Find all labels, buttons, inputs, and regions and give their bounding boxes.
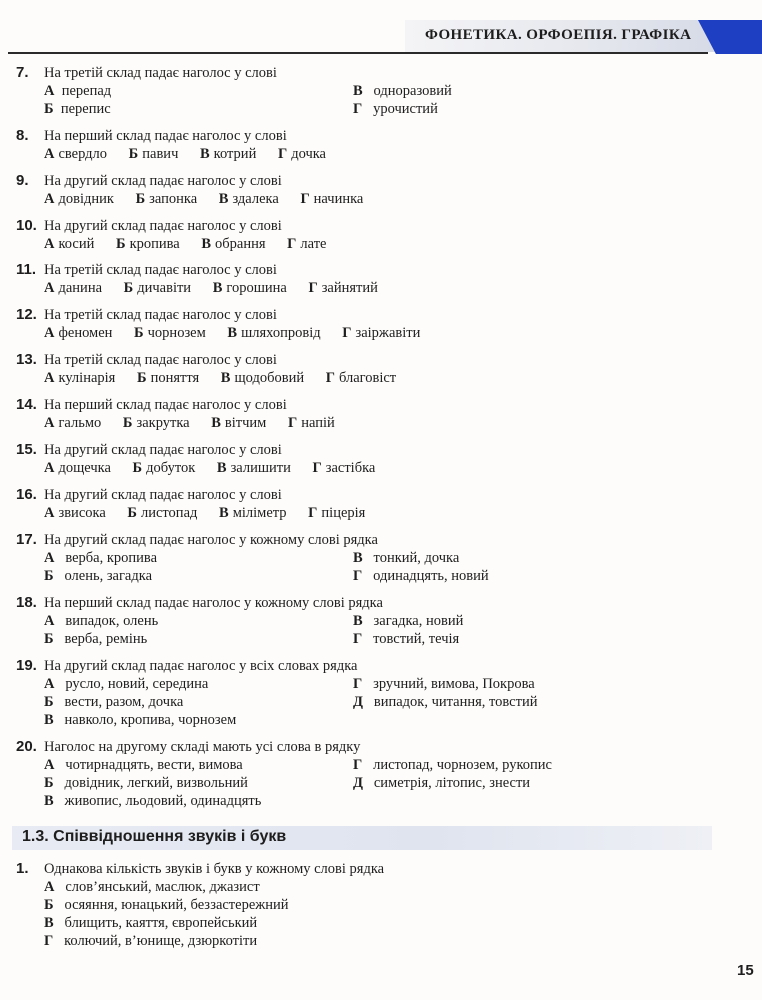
options-row <box>44 324 438 342</box>
option-b: Б добуток <box>132 460 196 476</box>
option-v: В здалека <box>218 191 279 207</box>
option-v: В котрий <box>200 146 257 162</box>
option-v: В навколо, кропива, чорнозем <box>44 712 237 728</box>
option-d: Д випадок, читання, товстий <box>353 694 538 710</box>
question-stem: На другий склад падає наголос у слові <box>44 218 282 234</box>
option-v: В тонкий, дочка <box>353 550 460 566</box>
option-v: В блищить, каяття, європейський <box>44 915 258 931</box>
section-title: 1.3. Співвідношення звуків і букв <box>22 828 287 845</box>
option-a: А кулінарія <box>44 370 116 386</box>
option-g: Г застібка <box>312 460 376 476</box>
option-v: В міліметр <box>219 505 287 521</box>
option-a: А свердло <box>44 146 108 162</box>
header-rule <box>8 52 708 54</box>
option-d: Д симетрія, літопис, знести <box>353 775 531 791</box>
question-stem: На другий склад падає наголос у кожному слові рядка <box>44 532 378 548</box>
option-g: Г зайнятий <box>308 280 378 296</box>
question-stem: На перший склад падає наголос у кожному слові рядка <box>44 595 383 611</box>
option-v: В вітчим <box>211 415 267 431</box>
option-b: Б довідник, легкий, визвольний <box>44 775 248 791</box>
question-number: 14. <box>16 396 37 413</box>
option-a: А звисока <box>44 505 106 521</box>
option-b: Б дичавіти <box>123 280 192 296</box>
option-a: А чотирнадцять, вести, вимова <box>44 757 243 773</box>
option-b: Б листопад <box>127 505 198 521</box>
option-g: Г листопад, чорнозем, рукопис <box>353 757 552 773</box>
question-number: 1. <box>16 860 29 877</box>
question-stem: На другий склад падає наголос у слові <box>44 487 282 503</box>
option-b: Б олень, загадка <box>44 568 153 584</box>
option-v: В обрання <box>201 236 266 252</box>
options-row <box>44 279 396 297</box>
question-number: 19. <box>16 657 37 674</box>
question-number: 10. <box>16 217 37 234</box>
option-a: А перепад <box>44 83 112 99</box>
question-number: 7. <box>16 64 29 81</box>
option-b: Б верба, ремінь <box>44 631 148 647</box>
question-stem: На третій склад падає наголос у слові <box>44 65 277 81</box>
option-a: А слов’янський, маслюк, джазист <box>44 879 260 895</box>
running-header: ФОНЕТИКА. ОРФОЕПІЯ. ГРАФІКА <box>425 27 692 43</box>
option-v: В одноразовий <box>353 83 452 99</box>
question-number: 20. <box>16 738 37 755</box>
option-g: Г начинка <box>300 191 364 207</box>
question-number: 12. <box>16 306 37 323</box>
options-row <box>44 369 414 387</box>
option-b: Б вести, разом, дочка <box>44 694 184 710</box>
question-number: 16. <box>16 486 37 503</box>
question-number: 18. <box>16 594 37 611</box>
option-g: Г заіржавіти <box>342 325 421 341</box>
option-b: Б чорнозем <box>134 325 206 341</box>
option-g: Г колючий, в’юнище, дзюркотіти <box>44 933 258 949</box>
options-row <box>44 235 344 253</box>
option-g: Г урочистий <box>353 101 438 117</box>
option-b: Б осяяння, юнацький, беззастережний <box>44 897 289 913</box>
option-a: А феномен <box>44 325 113 341</box>
option-b: Б поняття <box>136 370 200 386</box>
option-b: Б закрутка <box>122 415 190 431</box>
question-number: 17. <box>16 531 37 548</box>
question-stem: На другий склад падає наголос у слові <box>44 173 282 189</box>
question-stem: На перший склад падає наголос у слові <box>44 397 287 413</box>
option-a: А верба, кропива <box>44 550 158 566</box>
question-number: 11. <box>16 261 37 278</box>
option-b: Б перепис <box>44 101 111 117</box>
option-g: Г товстий, течія <box>353 631 460 647</box>
option-v: В горошина <box>212 280 287 296</box>
option-g: Г одинадцять, новий <box>353 568 489 584</box>
question-number: 15. <box>16 441 37 458</box>
option-b: Б кропива <box>115 236 180 252</box>
option-v: В шляхопровід <box>227 325 321 341</box>
option-v: В залишити <box>216 460 291 476</box>
question-stem: На третій склад падає наголос у слові <box>44 352 277 368</box>
option-a: А гальмо <box>44 415 102 431</box>
question-number: 13. <box>16 351 37 368</box>
option-a: А данина <box>44 280 103 296</box>
question-stem: На перший склад падає наголос у слові <box>44 128 287 144</box>
option-a: А косий <box>44 236 95 252</box>
options-row <box>44 459 393 477</box>
option-g: Г зручний, вимова, Покрова <box>353 676 535 692</box>
question-stem: Однакова кількість звуків і букв у кожному слові рядка <box>44 861 385 877</box>
option-a: А випадок, олень <box>44 613 159 629</box>
options-row <box>44 414 353 432</box>
option-g: Г дочка <box>277 146 326 162</box>
option-g: Г піцерія <box>308 505 366 521</box>
question-stem: На третій склад падає наголос у слові <box>44 262 277 278</box>
option-v: В щодобовий <box>220 370 305 386</box>
options-row <box>44 145 344 163</box>
option-g: Г напій <box>288 415 335 431</box>
options-row <box>44 190 381 208</box>
option-g: Г благовіст <box>325 370 397 386</box>
option-b: Б запонка <box>135 191 198 207</box>
option-v: В живопис, льодовий, одинадцять <box>44 793 262 809</box>
question-stem: На другий склад падає наголос у слові <box>44 442 282 458</box>
question-stem: На другий склад падає наголос у всіх словах рядка <box>44 658 358 674</box>
page-number: 15 <box>737 962 754 979</box>
question-number: 9. <box>16 172 29 189</box>
option-a: А довідник <box>44 191 114 207</box>
options-row <box>44 504 383 522</box>
option-v: В загадка, новий <box>353 613 464 629</box>
option-g: Г лате <box>287 236 327 252</box>
question-stem: Наголос на другому складі мають усі слова в рядку <box>44 739 361 755</box>
option-a: А русло, новий, середина <box>44 676 209 692</box>
question-number: 8. <box>16 127 29 144</box>
option-a: А дощечка <box>44 460 111 476</box>
option-b: Б павич <box>128 146 179 162</box>
question-stem: На третій склад падає наголос у слові <box>44 307 277 323</box>
